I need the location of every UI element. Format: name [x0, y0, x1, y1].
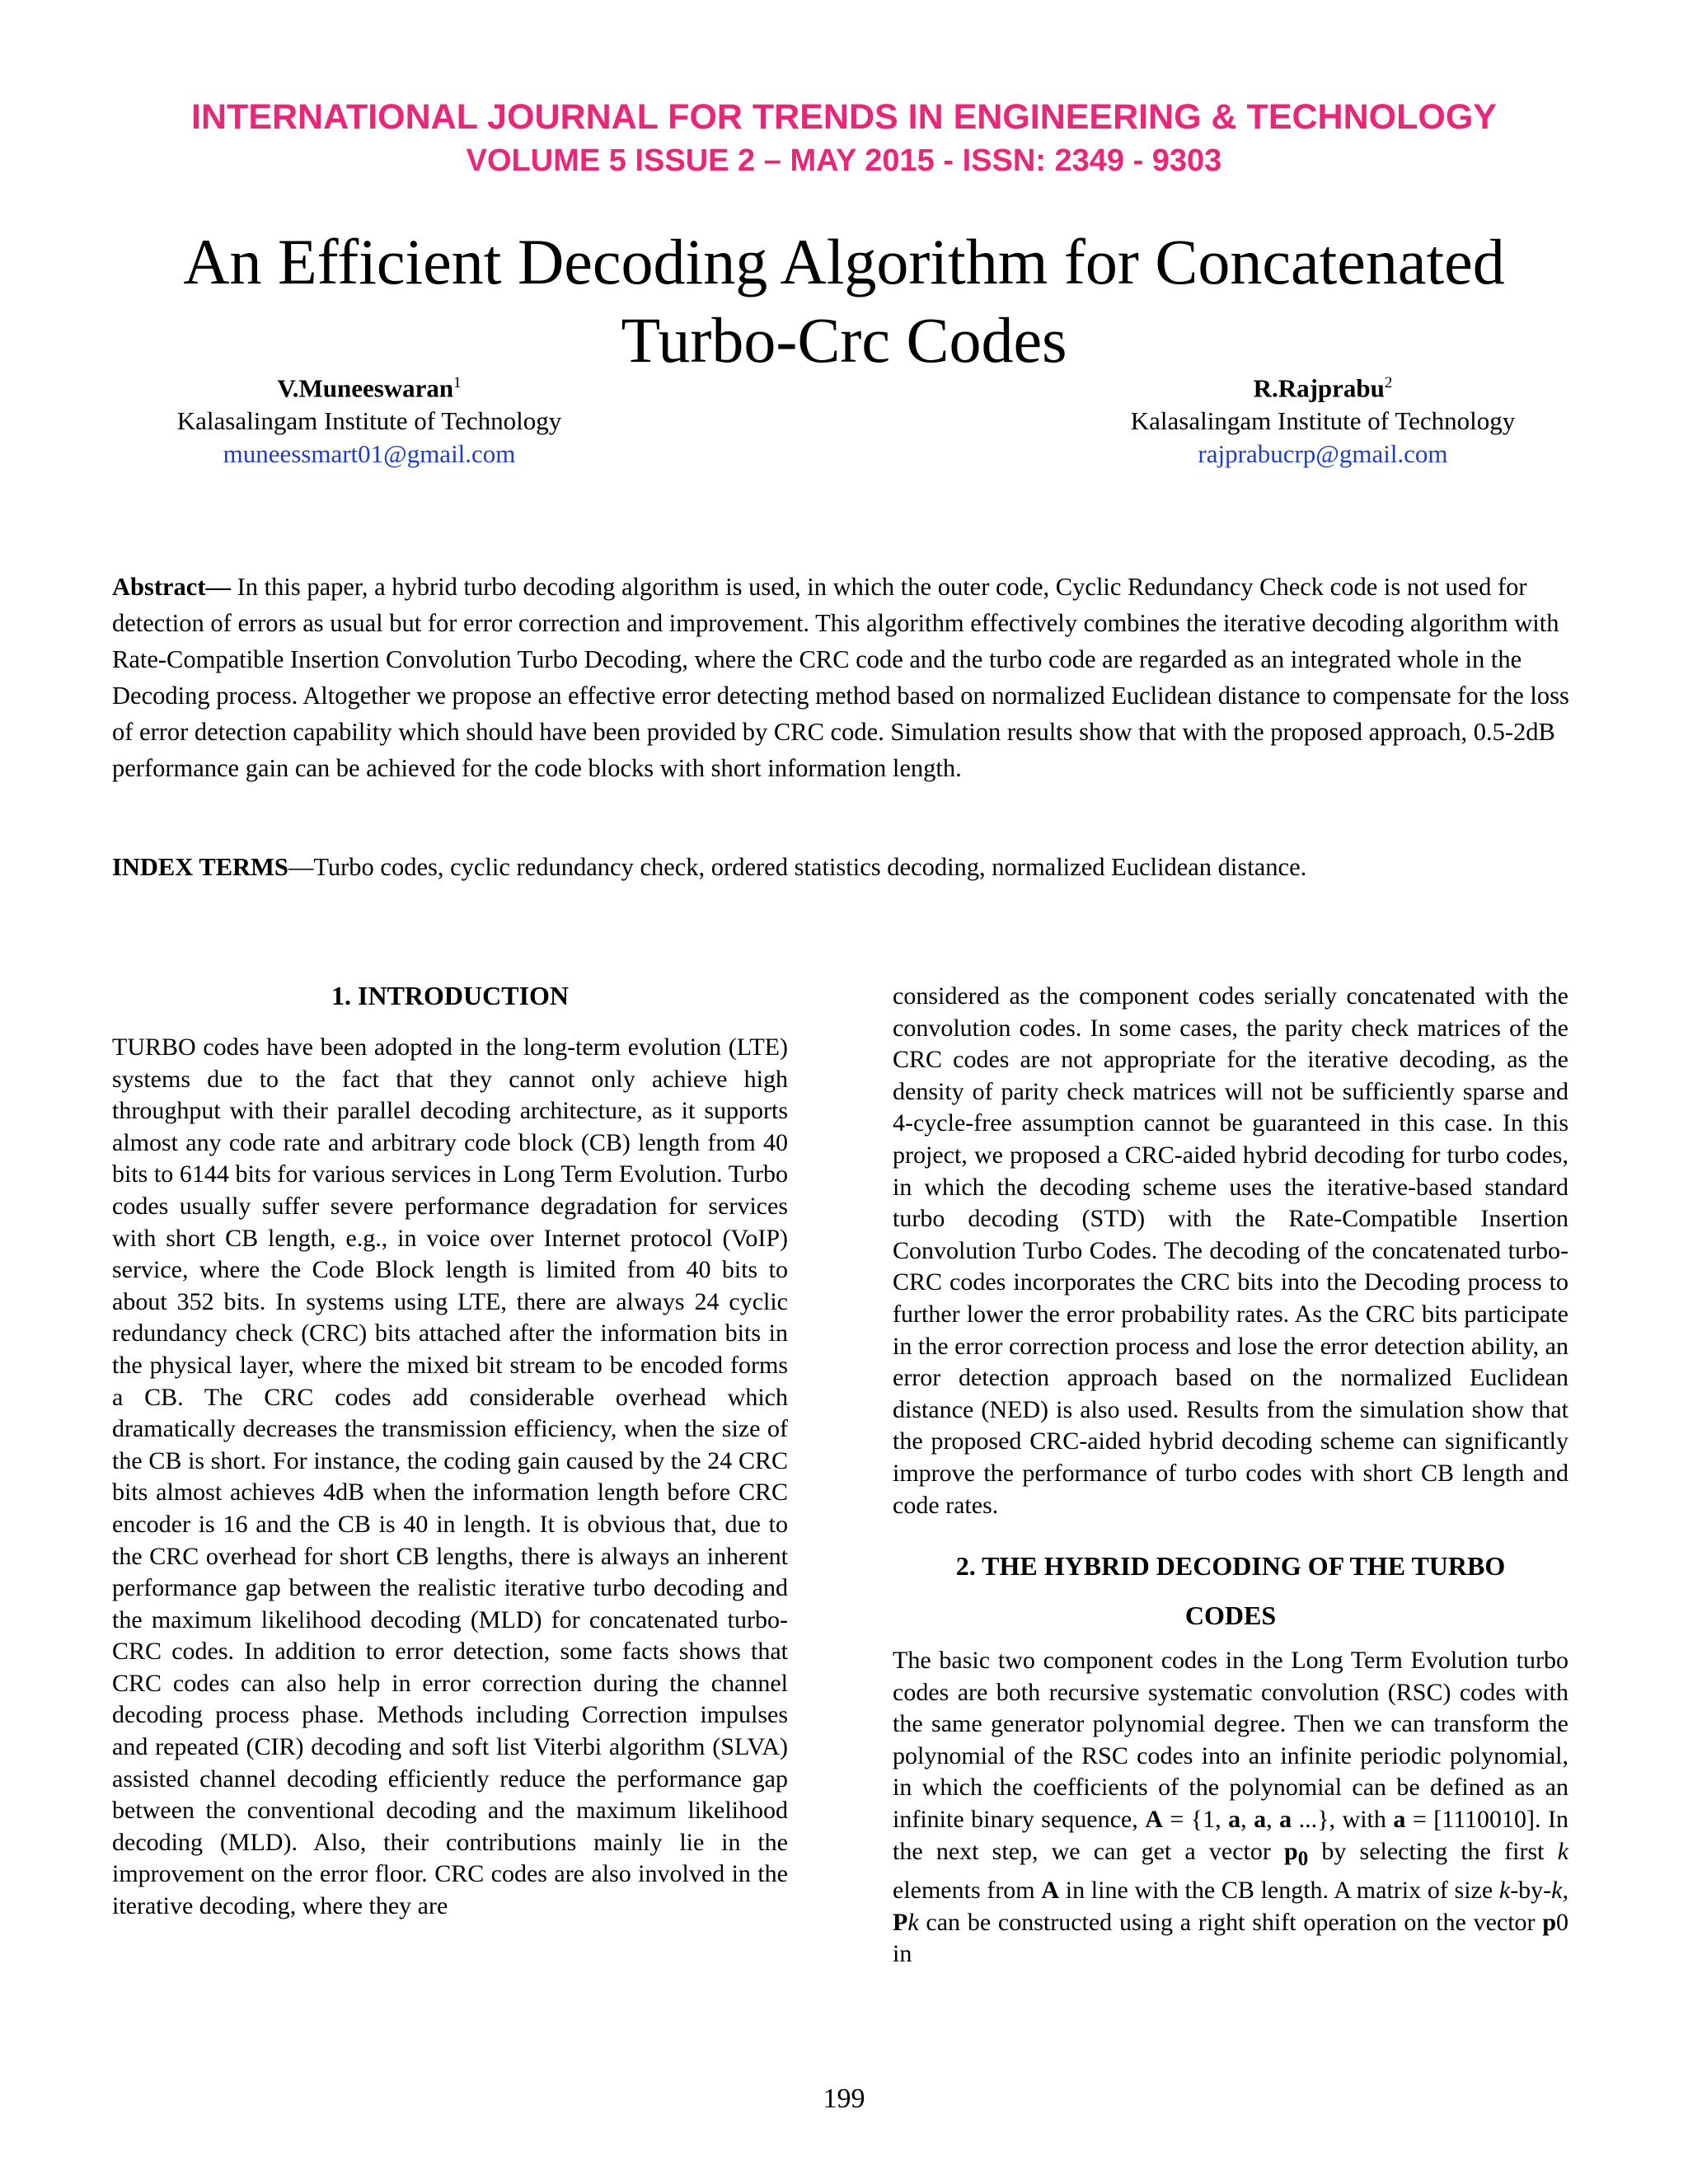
right-column: [893, 981, 1568, 1971]
symbol-p-subscript: 0: [1297, 1847, 1309, 1870]
hybrid-heading-line-2: CODES: [1184, 1601, 1277, 1631]
paper-title-line-1: An Efficient Decoding Algorithm for Concatenated: [183, 226, 1505, 298]
page-number: 199: [823, 2083, 865, 2114]
author-1-email[interactable]: muneessmart01@gmail.com: [223, 439, 516, 469]
index-terms-text: —Turbo codes, cyclic redundancy check, ordered statistics decoding, normalized Euclidean distance.: [288, 853, 1307, 881]
symbol-a: a: [1279, 1806, 1292, 1834]
author-2-email[interactable]: rajprabucrp@gmail.com: [1198, 439, 1448, 469]
author-1-affiliation: Kalasalingam Institute of Technology: [176, 406, 562, 436]
symbol-P: P: [893, 1908, 908, 1936]
left-column: [112, 1032, 788, 1923]
symbol-k: k: [1557, 1837, 1568, 1865]
author-1-sup: 1: [453, 374, 462, 391]
symbol-a: a: [1254, 1806, 1267, 1834]
text-run: can be constructed using a right shift operation on the vector: [918, 1908, 1543, 1936]
text-run: The basic two component codes in the Long Term Evolution turbo codes are both recursive systematic convolution (RSC) codes with the same generator polynomial degree. Then we can transform the polynomial of the RSC codes into an infinite periodic polynomial, in which the coefficients of the polynomial can be defined as an infinite binary sequence,: [893, 1647, 1568, 1834]
abstract: [112, 569, 1571, 786]
journal-name: INTERNATIONAL JOURNAL FOR TRENDS IN ENGINEERING & TECHNOLOGY: [191, 97, 1497, 137]
journal-volume: VOLUME 5 ISSUE 2 – MAY 2015 - ISSN: 2349 - 9303: [466, 143, 1222, 178]
author-2: [1034, 367, 1611, 471]
symbol-A: A: [1145, 1806, 1163, 1834]
text-run: elements from: [893, 1877, 1042, 1905]
text-run: -by-: [1510, 1877, 1552, 1905]
symbol-p: p: [1542, 1908, 1556, 1936]
text-run: in line with the CB length. A matrix of size: [1059, 1877, 1499, 1905]
text-run: ,: [1266, 1806, 1280, 1834]
text-run: = [1110010]. In the next step, we can get a vector: [893, 1806, 1569, 1865]
author-2-affiliation: Kalasalingam Institute of Technology: [1130, 406, 1516, 436]
author-1: [81, 367, 658, 471]
symbol-a: a: [1228, 1806, 1241, 1834]
index-terms: [112, 849, 1571, 885]
symbol-k: k,: [1551, 1877, 1568, 1905]
author-2-sup: 2: [1384, 374, 1393, 391]
abstract-label: Abstract—: [112, 573, 231, 601]
paper-title-line-2: Turbo-Crc Codes: [621, 304, 1067, 376]
introduction-paragraph: TURBO codes have been adopted in the long-term evolution (LTE) systems due to the fact that they cannot only achieve high throughput with their parallel decoding architecture, as it supports almost any code rate and arbitrary code block (CB) length from 40 bits to 6144 bits for various services in Long Term Evolution. Turbo codes usually suffer severe performance degradation for services with short CB length, e.g., in voice over Internet protocol (VoIP) service, where the Code Block length is limited from 40 bits to about 352 bits. In systems using LTE, there are always 24 cyclic redundancy check (CRC) bits attached after the information bits in the physical layer, where the mixed bit stream to be encoded forms a CB. The CRC codes add considerable overhead which dramatically decreases the transmission efficiency, when the size of the CB is short. For instance, the coding gain caused by the 24 CRC bits almost achieves 4dB when the information length before CRC encoder is 16 and the CB is 40 in length. It is obvious that, due to the CRC overhead for short CB lengths, there is always an inherent performance gap between the realistic iterative turbo decoding and the maximum likelihood decoding (MLD) for concatenated turbo-CRC codes. In addition to error detection, some facts shows that CRC codes can also help in error correction during the channel decoding process phase. Methods including Correction impulses and repeated (CIR) decoding and soft list Viterbi algorithm (SLVA) assisted channel decoding efficiently reduce the performance gap between the conventional decoding and the maximum likelihood decoding (MLD). Also, their contributions mainly lie in the improvement on the error floor. CRC codes are also involved in the iterative decoding, where they are: [112, 1033, 788, 1920]
abstract-text: In this paper, a hybrid turbo decoding algorithm is used, in which the outer code, Cyclic Redundancy Check code is not used for detection of errors as usual but for error correction and improvement. This algorithm effectively combines the iterative decoding algorithm with Rate-Compatible Insertion Convolution Turbo Decoding, where the CRC code and the turbo code are regarded as an integrated whole in the Decoding process. Altogether we propose an effective error detecting method based on normalized Euclidean distance to compensate for the loss of error detection capability which should have been provided by CRC code. Simulation results show that with the proposed approach, 0.5-2dB performance gain can be achieved for the code blocks with short information length.: [112, 573, 1569, 782]
text-run: 0 in: [893, 1908, 1568, 1968]
symbol-p: p: [1284, 1837, 1298, 1865]
introduction-continuation: considered as the component codes serially concatenated with the convolution codes. In some cases, the parity check matrices of the CRC codes are not appropriate for the iterative decoding, as the density of parity check matrices will not be sufficiently sparse and 4-cycle-free assumption cannot be guaranteed in this case. In this project, we proposed a CRC-aided hybrid decoding for turbo codes, in which the decoding scheme uses the iterative-based standard turbo decoding (STD) with the Rate-Compatible Insertion Convolution Turbo Codes. The decoding of the concatenated turbo-CRC codes incorporates the CRC bits into the Decoding process to further lower the error probability rates. As the CRC bits participate in the error correction process and lose the error detection ability, an error detection approach based on the normalized Euclidean distance (NED) is also used. Results from the simulation show that the proposed CRC-aided hybrid decoding scheme can significantly improve the performance of turbo codes with short CB length and code rates.: [893, 982, 1568, 1519]
author-1-name: V.Muneeswaran: [277, 373, 454, 403]
symbol-a: a: [1393, 1806, 1406, 1834]
text-run: ...}, with: [1292, 1806, 1394, 1834]
index-terms-label: INDEX TERMS: [112, 853, 288, 881]
text-run: by selecting the first: [1308, 1837, 1558, 1865]
text-run: = {1,: [1162, 1806, 1229, 1834]
hybrid-heading-line-1: 2. THE HYBRID DECODING OF THE TURBO: [955, 1551, 1506, 1582]
hybrid-paragraph: [893, 1645, 1568, 1971]
symbol-k: k: [1498, 1877, 1511, 1905]
symbol-k: k: [907, 1908, 919, 1936]
text-run: ,: [1240, 1806, 1254, 1834]
introduction-heading: 1. INTRODUCTION: [331, 981, 570, 1010]
author-2-name: R.Rajprabu: [1253, 373, 1385, 403]
symbol-A: A: [1041, 1877, 1060, 1905]
